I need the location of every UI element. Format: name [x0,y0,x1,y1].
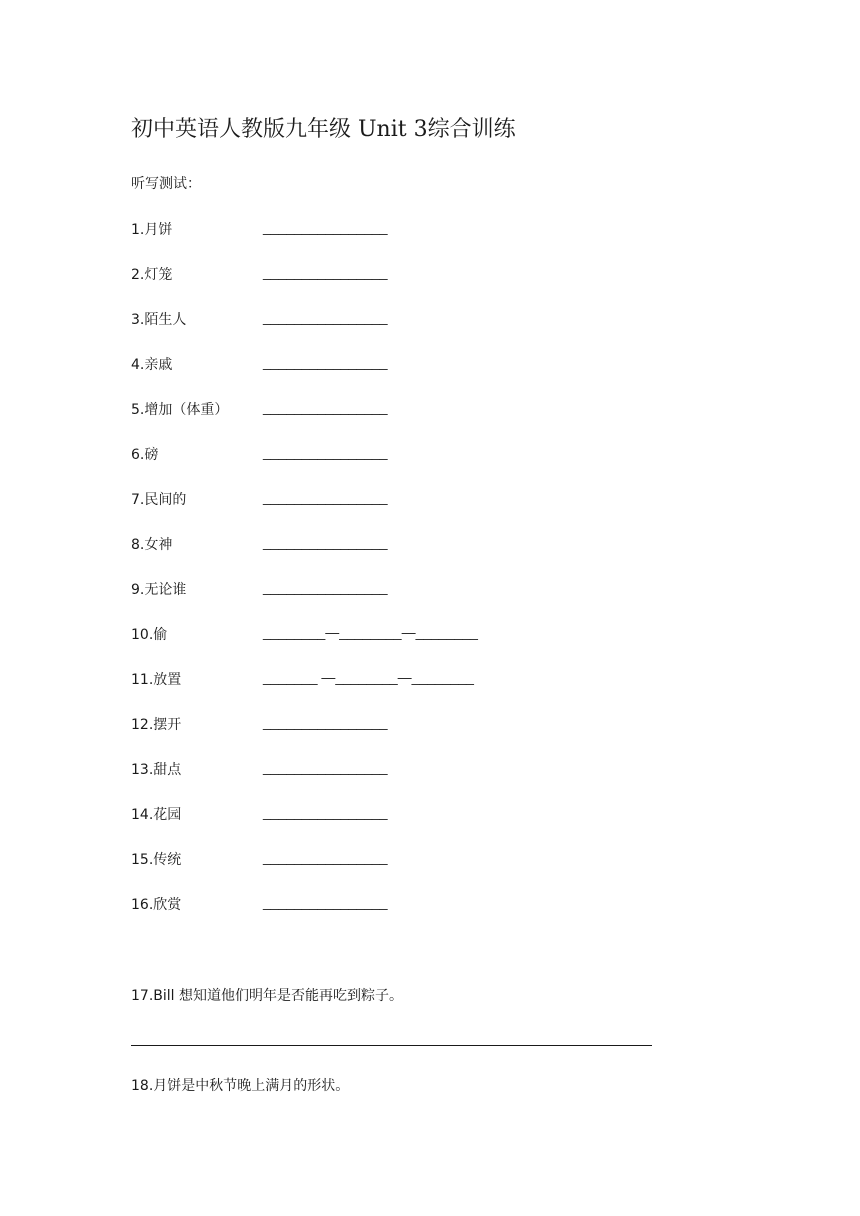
answer-blank: ________________ [263,534,388,550]
translation-sentence: 17.Bill 想知道他们明年是否能再吃到粽子。 [131,988,403,1004]
answer-blank: ________________ [263,759,388,775]
translation-sentence: 18.月饼是中秋节晚上满月的形状。 [131,1078,350,1094]
dictation-item [131,714,731,734]
answer-blank: ________________ [263,849,388,865]
answer-blank: ________________ [263,489,388,505]
answer-blank: ________—________—________ [263,624,478,640]
item-label: 10.偷 [131,627,168,643]
dictation-item [131,894,731,914]
item-label: 9.无论谁 [131,582,187,598]
answer-blank: ________________ [263,219,388,235]
item-label: 4.亲戚 [131,357,173,373]
item-label: 6.磅 [131,447,159,463]
page-title: 初中英语人教版九年级 Unit 3综合训练 [131,117,516,142]
dictation-item [131,354,731,374]
item-label: 1.月饼 [131,222,173,238]
item-label: 3.陌生人 [131,312,187,328]
answer-blank: ________________ [263,804,388,820]
answer-blank: ________________ [263,579,388,595]
answer-blank: ________________ [263,444,388,460]
dictation-item [131,849,731,869]
dictation-item [131,489,731,509]
dictation-item [131,219,731,239]
dictation-item [131,534,731,554]
answer-blank: ________________ [263,894,388,910]
item-label: 2.灯笼 [131,267,173,283]
item-label: 16.欣赏 [131,897,182,913]
answer-blank: ________________ [263,399,388,415]
answer-line [131,1045,652,1046]
item-label: 15.传统 [131,852,182,868]
item-label: 7.民间的 [131,492,187,508]
dictation-item [131,624,731,644]
dictation-item [131,669,731,689]
answer-blank: _______ —________—________ [263,669,474,685]
dictation-item [131,399,731,419]
item-label: 11.放置 [131,672,182,688]
item-label: 5.增加（体重） [131,402,229,418]
item-label: 8.女神 [131,537,173,553]
dictation-item [131,444,731,464]
dictation-item [131,759,731,779]
item-label: 12.摆开 [131,717,182,733]
dictation-item [131,579,731,599]
dictation-item [131,264,731,284]
answer-blank: ________________ [263,354,388,370]
dictation-item [131,309,731,329]
section-label: 听写测试： [131,176,201,192]
item-label: 13.甜点 [131,762,182,778]
dictation-item [131,804,731,824]
answer-blank: ________________ [263,714,388,730]
answer-blank: ________________ [263,309,388,325]
answer-blank: ________________ [263,264,388,280]
item-label: 14.花园 [131,807,182,823]
